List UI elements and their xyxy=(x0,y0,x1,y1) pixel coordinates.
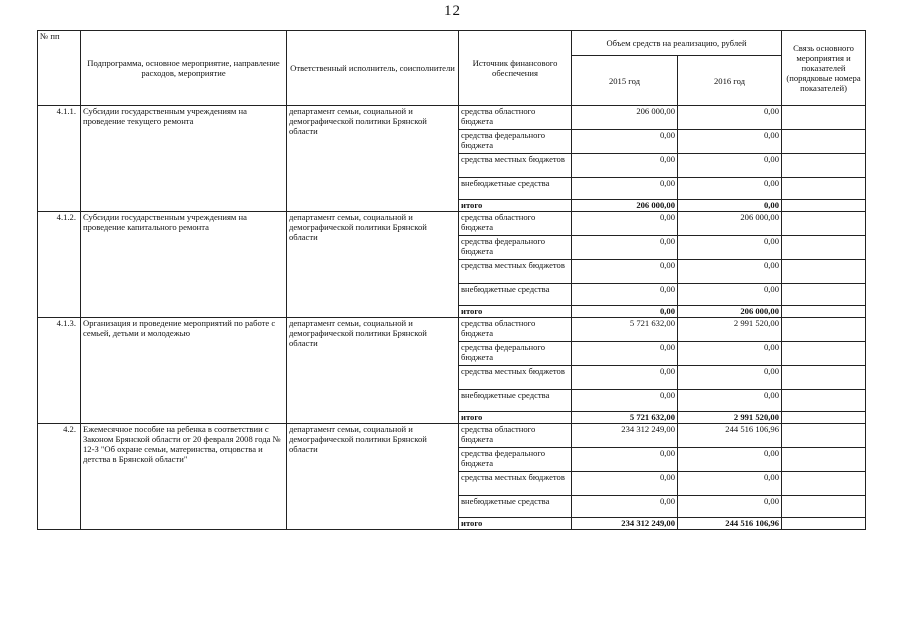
indicator-link-cell xyxy=(782,178,866,200)
row-code: 4.1.2. xyxy=(38,212,81,318)
row-executor: департамент семьи, социальной и демографической политики Брянской области xyxy=(287,424,459,530)
row-name: Субсидии государственным учреждениям на проведение текущего ремонта xyxy=(81,106,287,212)
indicator-link-cell xyxy=(782,472,866,496)
value-2016: 0,00 xyxy=(678,154,782,178)
source-label: средства областного бюджета xyxy=(459,318,572,342)
row-executor: департамент семьи, социальной и демографической политики Брянской области xyxy=(287,212,459,318)
indicator-link-cell xyxy=(782,200,866,212)
total-2015: 206 000,00 xyxy=(572,200,678,212)
source-label: средства федерального бюджета xyxy=(459,236,572,260)
total-label: итого xyxy=(459,518,572,530)
value-2015: 0,00 xyxy=(572,366,678,390)
source-label: внебюджетные средства xyxy=(459,390,572,412)
row-executor: департамент семьи, социальной и демографической политики Брянской области xyxy=(287,106,459,212)
value-2016: 0,00 xyxy=(678,106,782,130)
indicator-link-cell xyxy=(782,212,866,236)
indicator-link-cell xyxy=(782,260,866,284)
value-2015: 0,00 xyxy=(572,178,678,200)
header-volume: Объем средств на реализацию, рублей xyxy=(572,31,782,56)
table-row xyxy=(38,106,866,130)
row-name: Ежемесячное пособие на ребенка в соответствии с Законом Брянской области от 20 февраля 2008 года № 12-З "Об охране семьи, материнства, отцовства и детства в Брянской области" xyxy=(81,424,287,530)
source-label: средства федерального бюджета xyxy=(459,130,572,154)
source-label: внебюджетные средства xyxy=(459,284,572,306)
indicator-link-cell xyxy=(782,412,866,424)
total-2015: 234 312 249,00 xyxy=(572,518,678,530)
value-2015: 206 000,00 xyxy=(572,106,678,130)
indicator-link-cell xyxy=(782,424,866,448)
header-year-2016: 2016 год xyxy=(678,56,782,106)
indicator-link-cell xyxy=(782,318,866,342)
value-2015: 0,00 xyxy=(572,342,678,366)
indicator-link-cell xyxy=(782,390,866,412)
indicator-link-cell xyxy=(782,496,866,518)
total-2016: 2 991 520,00 xyxy=(678,412,782,424)
value-2016: 0,00 xyxy=(678,448,782,472)
indicator-link-cell xyxy=(782,284,866,306)
total-2015: 5 721 632,00 xyxy=(572,412,678,424)
value-2015: 0,00 xyxy=(572,496,678,518)
source-label: средства местных бюджетов xyxy=(459,472,572,496)
value-2015: 0,00 xyxy=(572,260,678,284)
source-label: средства местных бюджетов xyxy=(459,154,572,178)
indicator-link-cell xyxy=(782,236,866,260)
source-label: средства федерального бюджета xyxy=(459,342,572,366)
value-2016: 0,00 xyxy=(678,496,782,518)
source-label: внебюджетные средства xyxy=(459,496,572,518)
budget-table xyxy=(37,30,866,530)
source-label: средства областного бюджета xyxy=(459,106,572,130)
header-year-2015: 2015 год xyxy=(572,56,678,106)
row-name: Субсидии государственным учреждениям на проведение капитального ремонта xyxy=(81,212,287,318)
row-name: Организация и проведение мероприятий по работе с семьей, детьми и молодежью xyxy=(81,318,287,424)
table-row xyxy=(38,318,866,342)
header-num: № пп xyxy=(38,31,81,106)
row-code: 4.2. xyxy=(38,424,81,530)
source-label: средства местных бюджетов xyxy=(459,366,572,390)
value-2016: 0,00 xyxy=(678,284,782,306)
value-2015: 0,00 xyxy=(572,236,678,260)
header-source: Источник финансового обеспечения xyxy=(459,31,572,106)
indicator-link-cell xyxy=(782,306,866,318)
table-row xyxy=(38,212,866,236)
indicator-link-cell xyxy=(782,342,866,366)
total-2015: 0,00 xyxy=(572,306,678,318)
total-2016: 244 516 106,96 xyxy=(678,518,782,530)
indicator-link-cell xyxy=(782,130,866,154)
header-executor: Ответственный исполнитель, соисполнители xyxy=(287,31,459,106)
value-2015: 5 721 632,00 xyxy=(572,318,678,342)
indicator-link-cell xyxy=(782,518,866,530)
value-2016: 0,00 xyxy=(678,366,782,390)
value-2015: 234 312 249,00 xyxy=(572,424,678,448)
value-2015: 0,00 xyxy=(572,284,678,306)
total-label: итого xyxy=(459,412,572,424)
value-2016: 206 000,00 xyxy=(678,212,782,236)
value-2016: 0,00 xyxy=(678,472,782,496)
indicator-link-cell xyxy=(782,154,866,178)
header-link: Связь основного мероприятия и показателей (порядковые номера показателей) xyxy=(782,31,866,106)
row-executor: департамент семьи, социальной и демографической политики Брянской области xyxy=(287,318,459,424)
total-label: итого xyxy=(459,200,572,212)
source-label: средства местных бюджетов xyxy=(459,260,572,284)
value-2016: 0,00 xyxy=(678,178,782,200)
page-number: 12 xyxy=(444,3,461,19)
value-2016: 244 516 106,96 xyxy=(678,424,782,448)
indicator-link-cell xyxy=(782,448,866,472)
source-label: внебюджетные средства xyxy=(459,178,572,200)
indicator-link-cell xyxy=(782,106,866,130)
source-label: средства федерального бюджета xyxy=(459,448,572,472)
row-code: 4.1.1. xyxy=(38,106,81,212)
value-2015: 0,00 xyxy=(572,390,678,412)
row-code: 4.1.3. xyxy=(38,318,81,424)
value-2016: 0,00 xyxy=(678,236,782,260)
total-2016: 206 000,00 xyxy=(678,306,782,318)
total-2016: 0,00 xyxy=(678,200,782,212)
source-label: средства областного бюджета xyxy=(459,424,572,448)
value-2016: 0,00 xyxy=(678,130,782,154)
header-subprogram: Подпрограмма, основное мероприятие, направление расходов, мероприятие xyxy=(81,31,287,106)
total-label: итого xyxy=(459,306,572,318)
value-2015: 0,00 xyxy=(572,154,678,178)
table-row xyxy=(38,424,866,448)
value-2016: 0,00 xyxy=(678,390,782,412)
value-2016: 0,00 xyxy=(678,260,782,284)
value-2015: 0,00 xyxy=(572,212,678,236)
value-2015: 0,00 xyxy=(572,130,678,154)
indicator-link-cell xyxy=(782,366,866,390)
source-label: средства областного бюджета xyxy=(459,212,572,236)
value-2016: 0,00 xyxy=(678,342,782,366)
value-2015: 0,00 xyxy=(572,448,678,472)
value-2015: 0,00 xyxy=(572,472,678,496)
value-2016: 2 991 520,00 xyxy=(678,318,782,342)
